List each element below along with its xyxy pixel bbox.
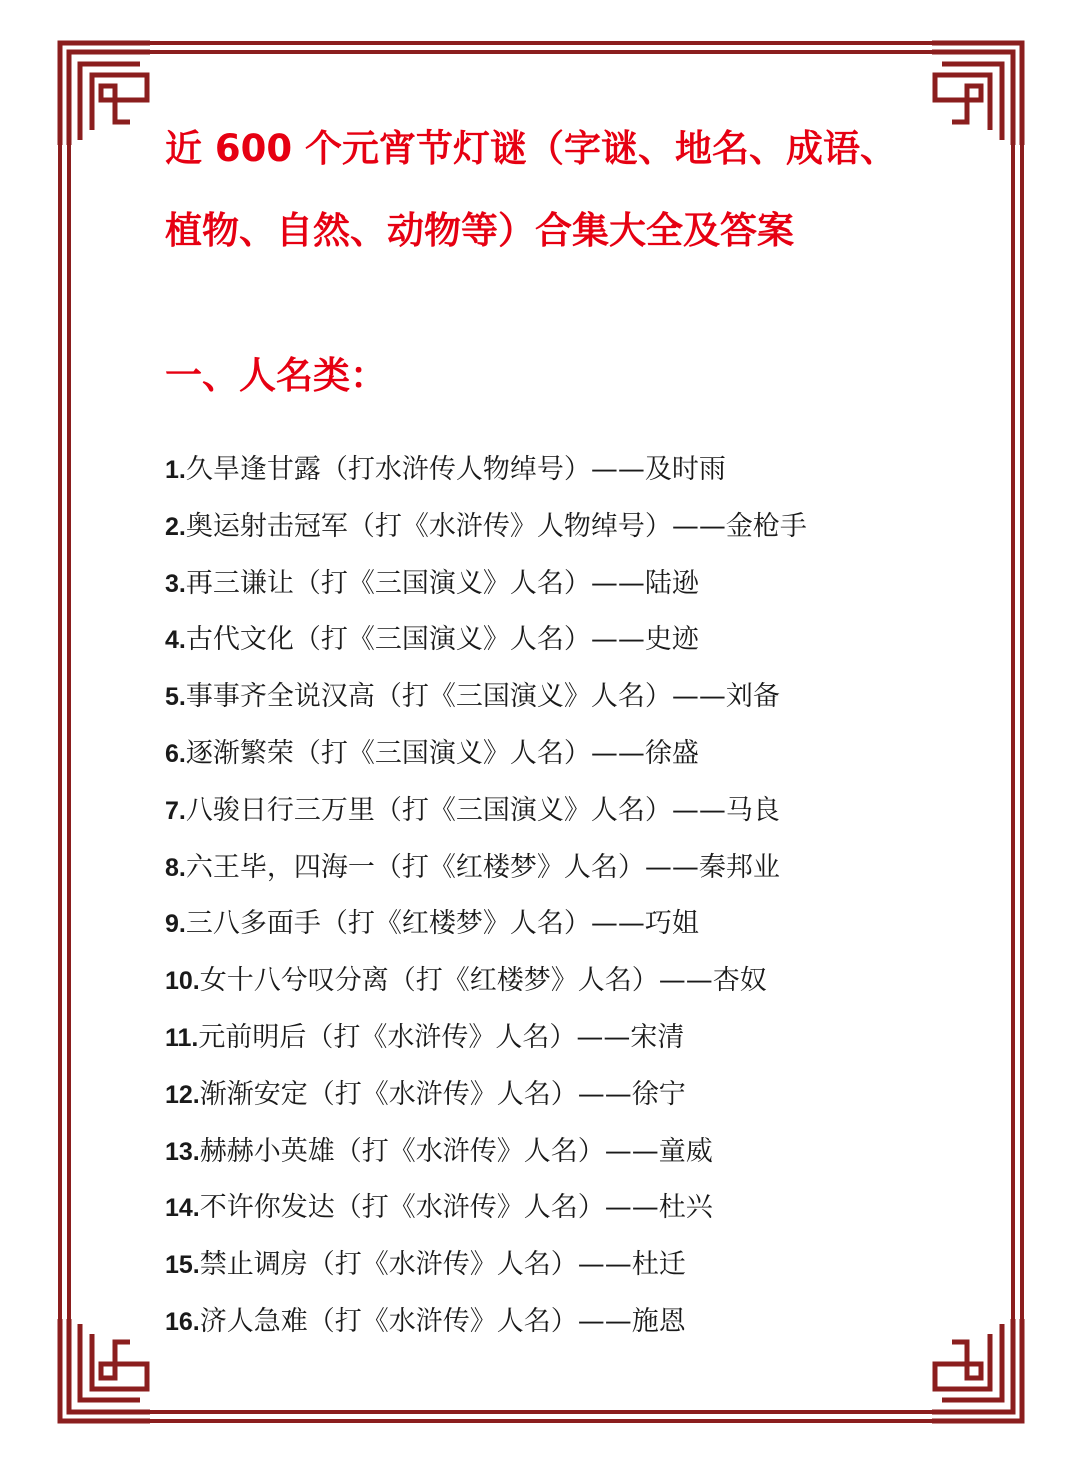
riddle-item: [165, 1018, 807, 1075]
riddle-number: 5.: [165, 683, 186, 712]
riddle-text: 三八多面手（打《红楼梦》人名）——巧姐: [185, 908, 699, 940]
riddle-item: [165, 507, 807, 564]
riddle-text: 六王毕，四海一（打《红楼梦》人名）——秦邦业: [185, 851, 780, 883]
riddle-number: 8.: [165, 853, 186, 882]
riddle-item: [165, 791, 807, 848]
riddle-number: 9.: [165, 910, 186, 939]
riddle-text: 事事齐全说汉高（打《三国演义》人名）——刘备: [185, 681, 780, 713]
riddle-number: 16.: [165, 1307, 200, 1336]
riddle-text: 再三谦让（打《三国演义》人名）——陆逊: [185, 567, 699, 599]
riddle-item: [165, 848, 807, 905]
riddle-text: 赫赫小英雄（打《水浒传》人名）——童威: [199, 1135, 713, 1167]
section-heading: 一、人名类：: [165, 354, 387, 397]
riddle-number: 3.: [165, 569, 186, 598]
riddle-number: 4.: [165, 626, 186, 655]
riddle-number: 12.: [165, 1080, 200, 1109]
riddle-item: [165, 1302, 807, 1359]
corner-ornament-bottom-left: [60, 1319, 150, 1421]
corner-ornament-bottom-right: [932, 1319, 1022, 1421]
document-title-line-2: 植物、自然、动物等）合集大全及答案: [165, 209, 794, 252]
riddle-number: 7.: [165, 796, 186, 825]
riddle-number: 2.: [165, 512, 186, 541]
riddle-text: 久旱逢甘露（打水浒传人物绰号）——及时雨: [185, 454, 726, 485]
riddle-text: 禁止调房（打《水浒传》人名）——杜迁: [199, 1249, 686, 1281]
riddle-text: 不许你发达（打《水浒传》人名）——杜兴: [199, 1192, 713, 1224]
riddle-text: 奥运射击冠军（打《水浒传》人物绰号）——金枪手: [185, 510, 807, 542]
riddle-item: [165, 564, 807, 621]
riddle-number: 11.: [165, 1023, 199, 1052]
riddle-item: [165, 1075, 807, 1132]
riddle-item: [165, 1132, 807, 1189]
riddle-item: [165, 677, 807, 734]
riddle-list: [165, 450, 807, 1359]
riddle-text: 元前明后（打《水浒传》人名）——宋清: [198, 1021, 685, 1053]
riddle-item: [165, 1188, 807, 1245]
riddle-text: 济人急难（打《水浒传》人名）——施恩: [199, 1305, 686, 1337]
riddle-number: 13.: [165, 1137, 200, 1166]
riddle-number: 6.: [165, 739, 186, 768]
document-title-line-1: 近 600 个元宵节灯谜（字谜、地名、成语、: [165, 127, 897, 170]
riddle-number: 1.: [165, 456, 186, 484]
riddle-item: [165, 1245, 807, 1302]
riddle-number: 15.: [165, 1251, 200, 1280]
riddle-number: 10.: [165, 967, 200, 996]
riddle-number: 14.: [165, 1194, 200, 1223]
corner-ornament-top-left: [60, 43, 150, 145]
riddle-text: 渐渐安定（打《水浒传》人名）——徐宁: [199, 1078, 686, 1110]
riddle-text: 八骏日行三万里（打《三国演义》人名）——马良: [185, 794, 780, 826]
riddle-item: [165, 450, 807, 507]
riddle-text: 逐渐繁荣（打《三国演义》人名）——徐盛: [185, 737, 699, 769]
riddle-item: [165, 904, 807, 961]
riddle-item: [165, 961, 807, 1018]
riddle-text: 女十八兮叹分离（打《红楼梦》人名）——杏奴: [199, 965, 767, 997]
corner-ornament-top-right: [932, 43, 1022, 145]
riddle-item: [165, 734, 807, 791]
riddle-item: [165, 620, 807, 677]
riddle-text: 古代文化（打《三国演义》人名）——史迹: [185, 624, 699, 656]
